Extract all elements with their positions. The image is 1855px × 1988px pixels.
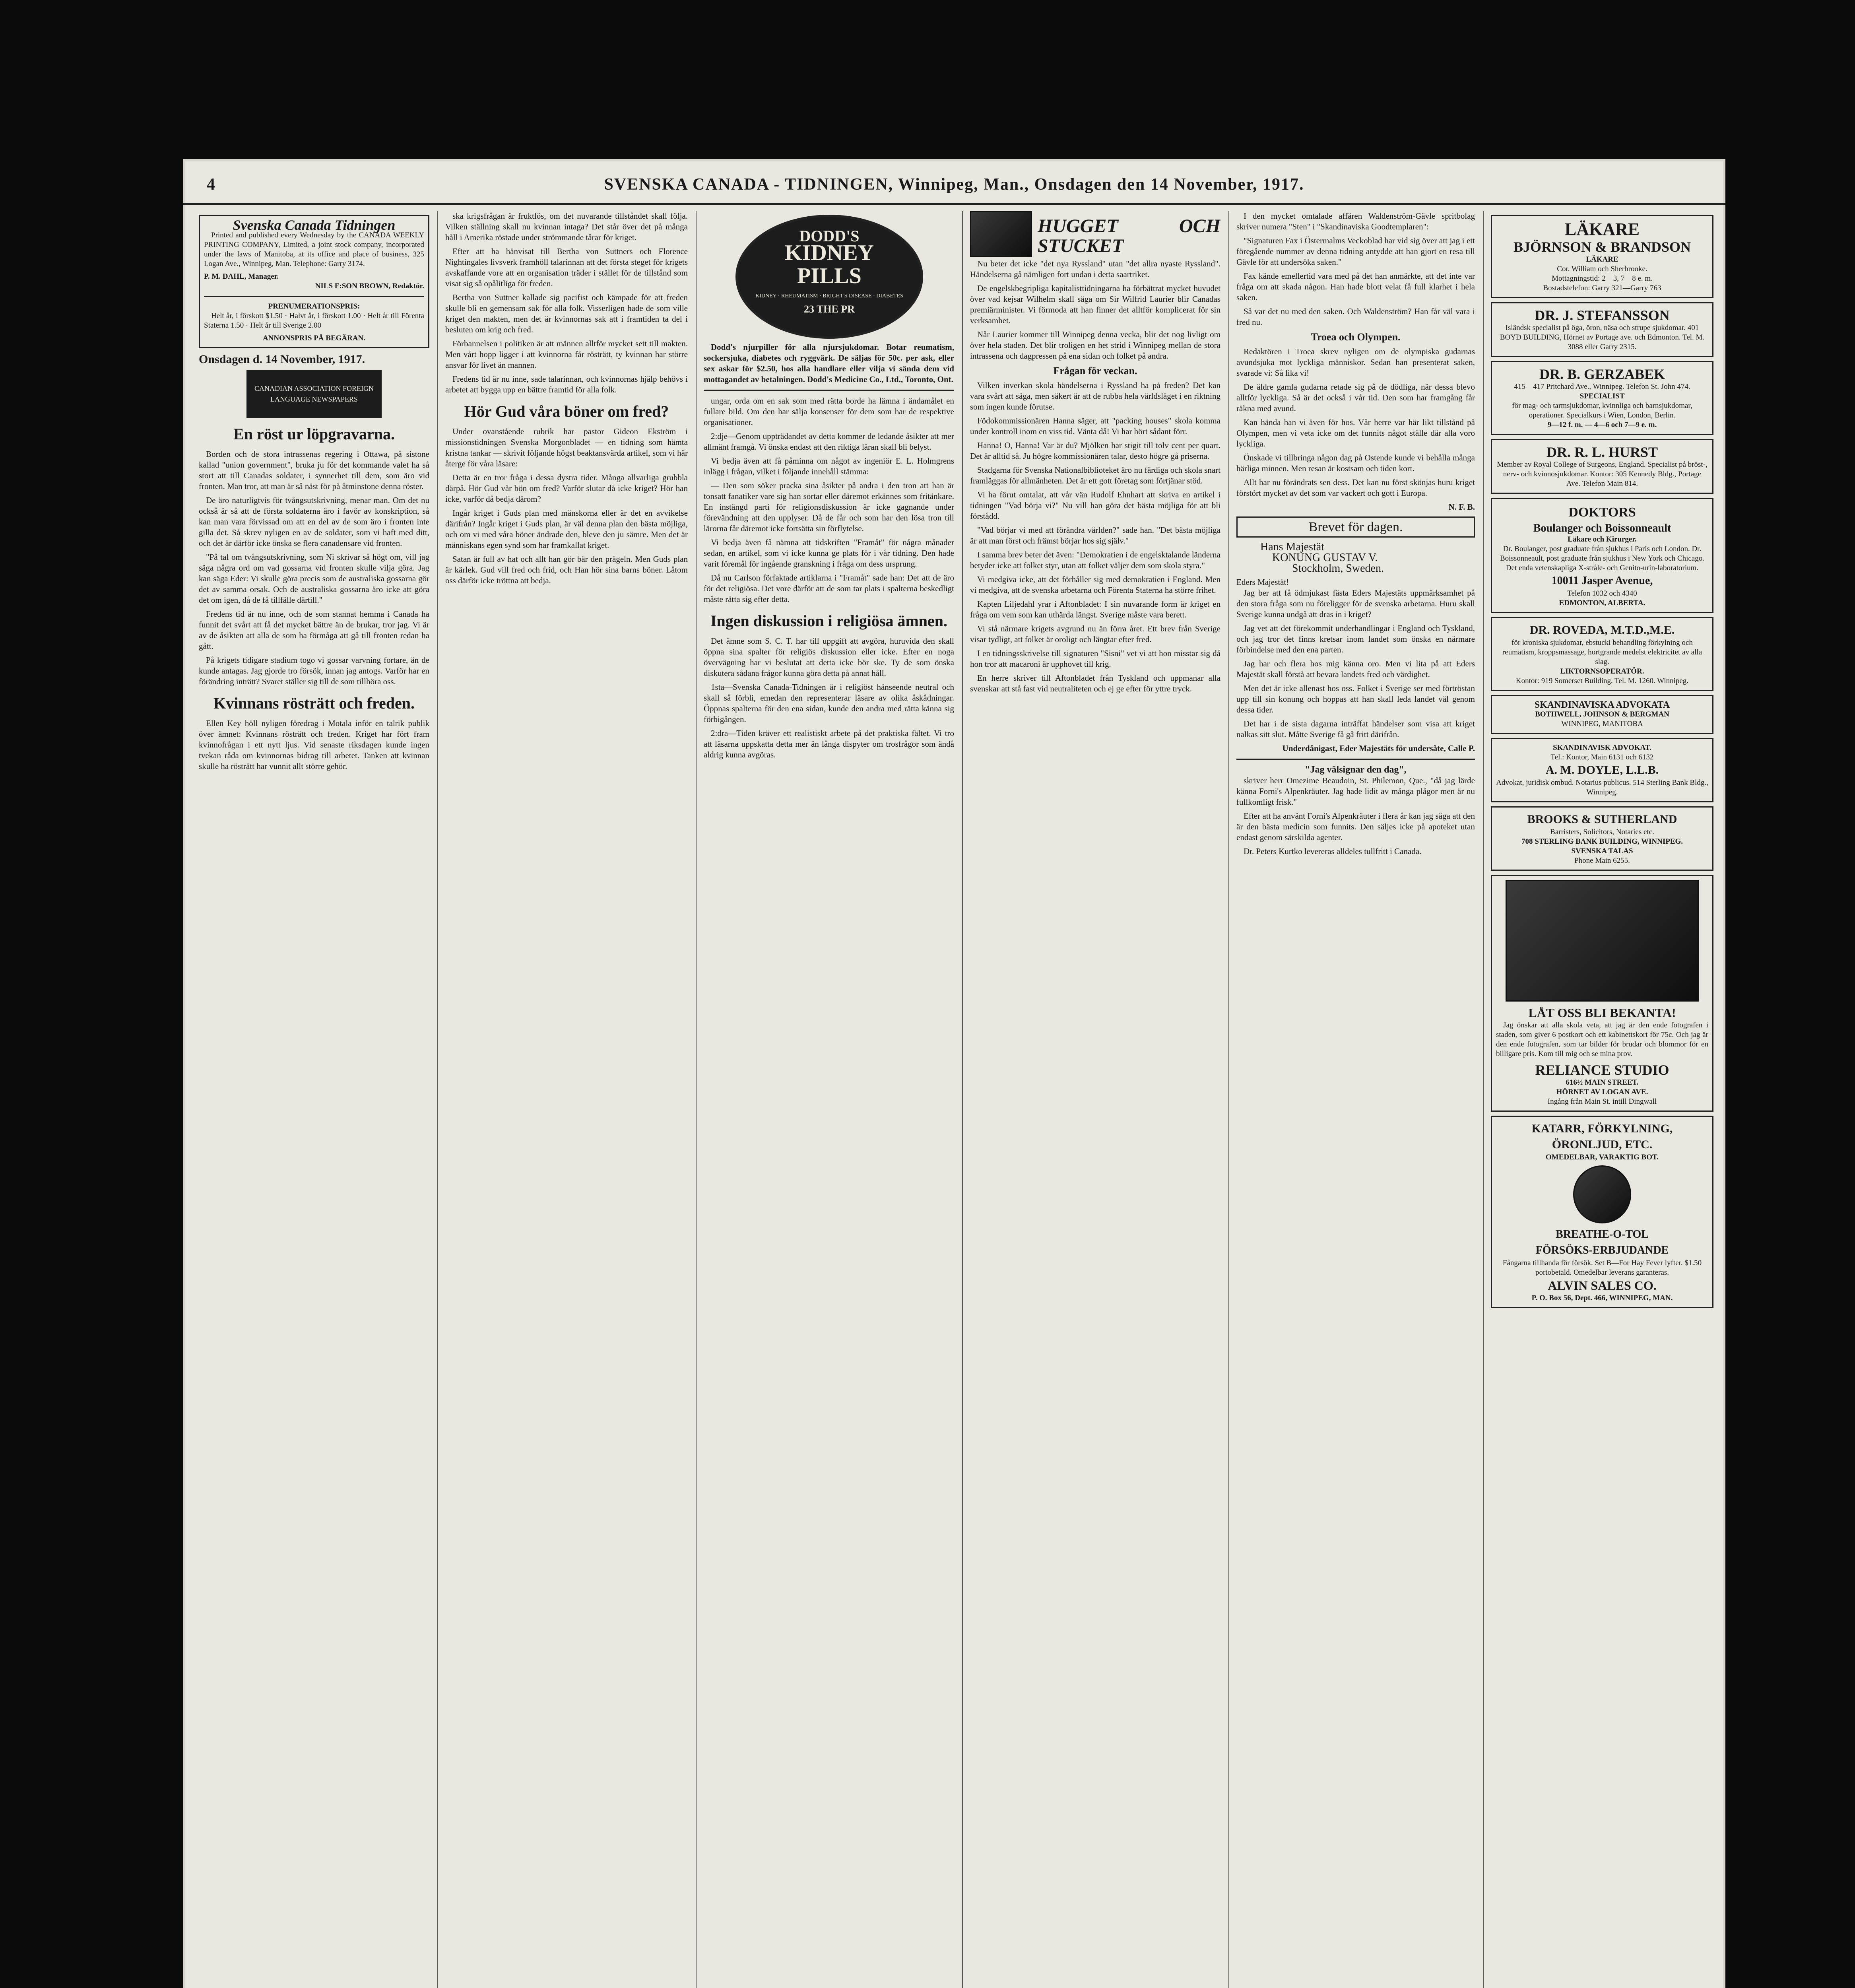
article-paragraph: I samma brev beter det även: "Demokratien i de engelsktalande länderna betyder icke att folket styr, utan att folket väljer dem som skola styra." [970,550,1220,570]
bjornson-sub: LÄKARE [1586,255,1618,264]
column-3 [704,211,954,1988]
article-paragraph: — Den som söker pracka sina åsikter på andra i den tron att han är tonsatt fanatiker vare sig han sortar eller däremot erkännes som fritänkare. En instängd parti för religionsdiskussion är icke gagnande under förevändning att den upplyser. Då de får och som har den lösa tron till lärorna får däremot icke fortsätta sin förflytelse. [704,481,954,533]
article-paragraph: ska krigsfrågan är fruktlös, om det nuvarande tillståndet skall följa. Vilken ställning skall nu kvinnan intaga? Det står över det på många håll i Amerika röstade under strömmande tårar för kriget. [445,211,688,242]
ad-price: 23 THE PR [803,303,855,315]
article-paragraph: Önskade vi tillbringa någon dag på Ostende kunde vi behålla många härliga minnen. Men resan är kostsam och tiden kort. [1236,453,1475,473]
stefansson-text: Isländsk specialist på öga, öron, näsa och strupe sjukdomar. 401 BOYD BUILDING, Hörnet av Portage ave. och Edmonton. Tel. M. 3088 eller Garry 2315. [1500,324,1705,351]
article-paragraph: Bertha von Suttner kallade sig pacifist och kämpade för att freden skulle bli en gemensam sak för alla folk. Visserligen hade de som ville kriget den makten, men det är kvinnornas sak att i framtiden ta del i besluten om krig och fred. [445,293,688,334]
staff-box [199,215,429,348]
article-paragraph: Ellen Key höll nyligen föredrag i Motala inför en talrik publik över ämnet: Kvinnans rösträtt och freden. Kriget har fört fram kvinnofrågan i ett nytt ljus. Vid senaste riksdagen kunde ingen tvekan råda om kvinnornas bidrag till arbetet. Tanken att kvinnan skulle ha rösträtt har vunnit allt större gehör. [199,718,429,771]
column-5 [1236,211,1475,1988]
doyle-name: A. M. DOYLE, L.L.B. [1545,763,1659,777]
katarr-ad [1491,1116,1713,1308]
article-paragraph: Efter att ha använt Forni's Alpenkräuter i flera år kan jag säga att den är den bästa medicin som funnits. Den säljes icke på apoteket utan endast genom särskilda agenter. [1236,811,1475,842]
newspaper-page [183,159,1725,1988]
boulanger-name: Boulanger och Boissonneault [1533,522,1671,534]
article-paragraph: skriver herr Omezime Beaudoin, St. Philemon, Que., "då jag lärde känna Forni's Alpenkräuter. Jag hade lidit av många plågor men är nu fullkomligt frisk." [1236,776,1475,807]
boulanger-ad [1491,498,1713,613]
brooks-name: BROOKS & SUTHERLAND [1527,813,1677,826]
address-line: Hans Majestät [1260,541,1324,553]
gerzabek-ad [1491,361,1713,435]
article-paragraph: Dr. Peters Kurtko levereras alldeles tullfritt i Canada. [1244,846,1422,856]
column-2 [445,211,688,1988]
adv2-tel: Tel.: Kontor, Main 6131 och 6132 [1550,753,1654,761]
hugget-banner [970,211,1220,258]
article-paragraph: Allt har nu förändrats sen dess. Det kan nu först skönjas huru kriget förstört mycket av det som var vackert och gott i Europa. [1236,478,1475,498]
doyle-text: Advokat, juridisk ombud. Notarius publicus. 514 Sterling Bank Bldg., Winnipeg. [1496,779,1708,796]
article-paragraph: Fredens tid är nu inne, sade talarinnan, och kvinnornas hjälp behövs i arbetet att bygga upp en bättre framtid för alla folk. [445,374,688,394]
article-paragraph: 2:dje—Genom uppträdandet av detta kommer de ledande åsikter att mer allmänt framgå. Vi önska endast att den riktiga läran skall bli belyst. [704,431,954,452]
article-heading: Ingen diskussion i religiösa ämnen. [710,612,948,630]
gerzabek-text: för mag- och tarmsjukdomar, kvinnliga och barnsjukdomar, operationer. Specialkurs i Wien, London, Berlin. [1512,402,1692,419]
article-paragraph: Efter att ha hänvisat till Bertha von Suttners och Florence Nightingales livsverk framhöll talarinnan att det första steget för krigets avskaffande vore att en organisation träder i stället för de tillstånd som visat sig så opålitliga för freden. [445,247,688,288]
hurst-text: Member av Royal College of Surgeons, England. Specialist på bröst-, nerv- och kvinnosjukdomar. Kontor: 305 Kennedy Bldg., Portage Ave. Telefon Main 814. [1497,460,1708,488]
kidney-pills-ad [704,211,954,342]
liktorn-title: LIKTORNSOPERATÖR. [1560,667,1644,676]
adv2-title: SKANDINAVISK ADVOKAT. [1553,744,1651,752]
article-paragraph: Vi bedja även att få påminna om något av ingeniör E. L. Holmgrens inlägg i frågan, vilket i följande innehåll stämma: [704,456,954,476]
salutation: Eders Majestät! [1236,577,1289,587]
column-6-ads [1491,211,1713,1988]
article-paragraph: "Signaturen Fax i Östermalms Veckoblad har vid sig över att jag i ett föregående nummer av denna tidning antydde att han gjort en resa till Gävle för att undersöka saken." [1236,236,1475,267]
masthead [183,159,1725,205]
ad-text: Dodd's njurpiller för alla njursjukdomar. Botar reumatism, sockersjuka, diabetes och ryggvärk. De säljas för 50c. per ask, eller sex askar för $2.50, hos alla handlare eller vilja vi sända dem vid mottagandet av betalningen. Dodd's Medicine Co., Ltd., Toronto, Ont. [704,342,954,384]
boulanger-tel: Telefon 1032 och 4340 [1567,589,1637,598]
issue-date: Onsdagen d. 14 November, 1917. [199,353,365,366]
lakare-ad [1491,215,1713,298]
article-paragraph: Fax kände emellertid vara med på det han anmärkte, att det inte var fråga om att skada någon. Han hade blott velat få full klarhet i hela saken. [1236,271,1475,302]
article-paragraph: "På tal om tvångsutskrivning, som Ni skrivar så högt om, vill jag säga några ord om vad gossarna vid fronten skulle vilja göra. Jag kan säga Eder: Vi skulle göra precis som de australiska gossarna gör det av samma orsak. Och de australiska gossarna äro icke att göra det om igen, då de få tillfälle därtill." [199,552,429,605]
alvin-addr: P. O. Box 56, Dept. 466, WINNIPEG, MAN. [1531,1294,1673,1302]
reliance-addr: 616½ MAIN STREET. [1566,1078,1639,1087]
advokat-ad [1491,695,1713,734]
article-paragraph: Under ovanstående rubrik har pastor Gideon Ekström i missionstidningen Svenska Morgonbladet — en tidning som hämta kristna tankar — skrivit följande högst beaktansvärda artikel, som vi här återge för våra läsare: [445,427,688,468]
doyle-ad [1491,738,1713,802]
lakare-title: LÄKARE [1564,219,1640,239]
article-paragraph: Vilken inverkan skola händelserna i Ryssland ha på freden? Det kan vara svårt att säga, men säkert är att de rubba hela världsläget i en riktning som ingen kunde förutse. [970,381,1220,412]
article-paragraph: De engelskbegripliga kapitalisttidningarna ha förbättrat mycket huvudet över vad kejsar Wilhelm skall säga om Sir Wilfrid Laurier blir Canadas premiärminister. Vi förmoda att han finner det alltför komplicerat för sin verksamhet. [970,283,1220,325]
article-heading: Hör Gud våra böner om fred? [464,402,669,420]
paper-nameplate: Svenska Canada Tidningen [233,217,396,233]
boulanger-sub: Läkare och Kirurger. [1568,535,1637,544]
article-paragraph: Ingår kriget i Guds plan med mänskorna eller är det en avvikelse därifrån? Ingår kriget i Guds plan, är väl denna plan den bästa möjliga, och om vi med våra böner ändrade den, bleve den ju sämre. Men det är människans egen synd som har framkallat kriget. [445,508,688,550]
advokat-title: SKANDINAVISKA ADVOKATA [1534,700,1670,710]
article-paragraph: Kan hända han vi även för hos. Vår herre var här likt tillstånd på Olympen, men vi veta icke om det funnits något ställe där alla voro lyckliga. [1236,417,1475,448]
article-paragraph: 1sta—Svenska Canada-Tidningen är i religiöst hänseende neutral och skall så förbli, emedan den representerar läsare av olika åskådningar. Öppnas spalterna för den ena sidan, kunde den andra med rätta känna sig förbigången. [704,682,954,724]
association-emblem: CANADIAN ASSOCIATION FOREIGN LANGUAGE NEWSPAPERS [246,370,382,418]
article-paragraph: Förbannelsen i politiken är att männen alltför mycket sett till makten. Men vårt hopp ligger i att kvinnorna får rösträtt, ty kvinnan har större ansvar för livet än mannen. [445,339,688,370]
bjornson-hours: Mottagningstid: 2—3, 7—8 e. m. [1552,274,1653,283]
gerzabek-hours: 9—12 f. m. — 4—6 och 7—9 e. m. [1547,421,1657,429]
article-paragraph: Satan är full av hat och allt han gör bär den prägeln. Men Guds plan är kärlek. Gud vill fred och frid, och Han hör sina barns böner. Låtom oss därför icke tröttna att bedja. [445,554,688,585]
katarr-sub: OMEDELBAR, VARAKTIG BOT. [1546,1153,1659,1161]
bekanta-text: Jag önskar att alla skola veta, att jag är den ende fotografen i staden, som giver 6 postkort och ett kabinettskort för 75c. Och jag är den ende fotografen, som tar bilder för brudar och blommor för en billigare pris. Kom till mig och se mina prov. [1496,1021,1708,1058]
article-paragraph: Vi medgiva icke, att det förhåller sig med demokratien i England. Men vi medgiva, att de svenska arbetarna och Förenta Staterna ha större frihet. [970,575,1220,595]
column-rule [962,211,963,1988]
column-1 [199,211,429,1988]
boulanger-city: EDMONTON, ALBERTA. [1559,599,1645,607]
article-paragraph: Redaktören i Troea skrev nyligen om de olympiska gudarnas avundsjuka mot lyckliga människor. Sedan han presenterat saken, svarade vi: Så lika vi! [1236,347,1475,378]
brooks-addr: 708 STERLING BANK BUILDING, WINNIPEG. [1521,837,1683,846]
article-paragraph: ungar, orda om en sak som med rätta borde ha lämna i ändamålet en fullare bild. Om den har sälja konsenser för dem som har de respektive organisationer. [704,396,954,427]
article-paragraph: Det ämne som S. C. T. har till uppgift att avgöra, huruvida den skall öppna sina spalter för religiös diskussion eller icke. Efter en noga övervägning har vi beslutat att detta icke bör ske. Ty de som önska diskutera sådana frågor kunna göra detta på annat håll. [704,636,954,678]
roveda-ad [1491,617,1713,691]
roveda-name: DR. ROVEDA, M.T.D.,M.E. [1529,623,1675,637]
banner-illustration [970,211,1032,257]
section-heading: Frågan för veckan. [1053,365,1137,377]
article-paragraph: Vi ha förut omtalat, att vår vän Rudolf Ehnhart att skriva en artikel i tidningen "Vad börja vi?" Nu vill han göra det bästa möjliga för att bli förstådd. [970,490,1220,521]
ear-illustration [1573,1165,1631,1223]
liktorn-text: Kontor: 919 Somerset Building. Tel. M. 1260. Winnipeg. [1515,677,1689,685]
ad-product: KIDNEY PILLS [784,241,874,288]
page-number: 4 [207,175,216,194]
article-paragraph: På krigets tidigare stadium togo vi gossar varvning fortare, än de kunde antagas. Jag gjorde tro försök, innan jag antogs. Varför har en förändring inträtt? Svaret ställer sig till de som tillhöra oss. [199,655,429,686]
article-paragraph: I den mycket omtalade affären Waldenström-Gävle spritbolag skriver numera "Sten" i "Skandinaviska Goodtemplaren": [1236,211,1475,231]
publisher-note: Printed and published every Wednesday by the CANADA WEEKLY PRINTING COMPANY, Limited, a joint stock company, incorporated under the laws of Manitoba, at its office and place of business, 325 Logan Ave., Winnipeg, Man. Telephone: Garry 3174. [204,231,424,268]
article-paragraph: Jag har och flera hos mig känna oro. Men vi lita på att Eders Majestät skall förstå att bevara landets fred och värdighet. [1236,659,1475,679]
article-paragraph: Fredens tid är nu inne, och de som stannat hemma i Canada ha funnit det svårt att få det mycket bättre än de brukar, tror jag. Vi är av de åsikten att alla de som ha förmåga att gå till fronten redan ha gått. [199,609,429,651]
signature: N. F. B. [1448,502,1475,512]
advokat-city: WINNIPEG, MANITOBA [1561,720,1643,728]
article-paragraph: 2:dra—Tiden kräver ett realistiskt arbete på det praktiska fältet. Vi tro att läsarna uppskatta detta mer än långa dispyter om trosfrågor som ändå aldrig kunna avgöras. [704,728,954,759]
stefansson-name: DR. J. STEFANSSON [1535,307,1670,323]
breathe-o-tol: BREATHE-O-TOL [1556,1228,1649,1241]
brooks-phone: Phone Main 6255. [1574,856,1630,865]
article-paragraph: Kapten Liljedahl yrar i Aftonbladet: I sin nuvarande form är kriget en fråga om vem som kan uthärda längst. Sverige måste vara berett. [970,599,1220,619]
article-paragraph: Jag ber att få ödmjukast fästa Eders Majestäts uppmärksamhet på den stora fråga som nu föreligger för de svenska arbetarna. Huru skall Sverige kunna undgå att dras in i kriget? [1236,588,1475,619]
hurst-ad [1491,439,1713,494]
article-paragraph: Födokommissionären Hanna säger, att "packing houses" skola komma under kontroll inom en viss tid. Vänta då! Vi har hört sådant förr. [970,416,1220,436]
forsoks-text: Fångarna tillhanda för försök. Set B—For Hay Fever lyfter. $1.50 portobetald. Omedelbar leverans garanteras. [1502,1259,1702,1277]
article-paragraph: Borden och de stora intrassenas regering i Ottawa, på sistone kallad "union government", bruka ju för det kommande valet ha så stort att till Canadas soldater, i synnerhet till dem, som äro vid fronten. Man tror, att man är så näst för på åtminstone denna röster. [199,449,429,491]
section-heading: Brevet för dagen. [1236,516,1475,538]
subscription-text: Helt år, i förskott $1.50 · Halvt år, i förskott 1.00 · Helt år till Förenta Staterna 1.50 · Helt år till Sverige 2.00 [204,312,424,330]
masthead-title: SVENSKA CANADA - TIDNINGEN, Winnipeg, Man., Onsdagen den 14 November, 1917. [604,175,1304,194]
doktors-title: DOKTORS [1568,505,1636,520]
article-paragraph: De äro naturligtvis för tvångsutskrivning, menar man. Om det nu också är så att de första soldaterna äro i favör av konskription, så kan man vara förvissad om att en del av de som äro i fronten inte gilla det. Så skrev nyligen en av de soldater, som vi haft med ditt, och det är därför icke önska se flera canadensare vid fronten. [199,495,429,548]
section-heading: "Jag välsignar den dag", [1305,765,1407,775]
closing: Underdånigast, Eder Majestäts för undersåte, Calle P. [1282,744,1475,753]
article-paragraph: Nu beter det icke "det nya Ryssland" utan "det allra nyaste Ryssland". Händelserna gå nämligen fort undan i detta saartriket. [970,259,1220,279]
article-paragraph: "Vad börjar vi med att förändra världen?" sade han. "Det bästa möjliga är att man först och främst börjar hos sig själv." [970,525,1220,546]
section-heading: Troea och Olympen. [1311,331,1401,343]
reliance-name: RELIANCE STUDIO [1535,1062,1669,1078]
ads-heading: ANNONSPRIS PÅ BEGÄRAN. [262,334,366,342]
brooks-svenska: SVENSKA TALAS [1571,847,1633,855]
article-paragraph: En herre skriver till Aftonbladet från Tyskland och uppmanar alla svenskar att stå fast vid neutraliteten och ej ge efter för yttre tryck. [970,673,1220,693]
advokat-firm: BOTHWELL, JOHNSON & BERGMAN [1535,710,1669,718]
article-paragraph: Det har i de sista dagarna inträffat händelser som visa att kriget nalkas sitt slut. Måtte Sverige få gå fritt därifrån. [1236,719,1475,739]
subscription-heading: PRENUMERATIONSPRIS: [268,302,360,311]
column-rule [1483,211,1484,1988]
manager-line: P. M. DAHL, Manager. [204,272,279,281]
column-rule [437,211,438,1988]
boulanger-text: Dr. Boulanger, post graduate från sjukhus i Paris och London. Dr. Boissonneault, post graduate från sjukhus i New York och Chicago. Det enda vetenskapliga X-stråle- och Genito-urin-laboratorium. [1500,545,1704,572]
reliance-studio-ad [1491,875,1713,1112]
column-rule [1228,211,1229,1988]
address-line: Stockholm, Sweden. [1292,562,1384,575]
reliance-entry: Ingång från Main St. intill Dingwall [1547,1097,1657,1106]
ad-ring-text: KIDNEY · RHEUMATISM · BRIGHT'S DISEASE · DIABETES [755,293,903,299]
article-heading: En röst ur löpgravarna. [233,425,395,443]
article-paragraph: De äldre gamla gudarna retade sig på de dödliga, när dessa blevo alltför lyckliga. Så är det också i vår tid. Den som har framgång får räkna med avund. [1236,382,1475,413]
editor-line: NILS F:SON BROWN, Redaktör. [315,282,424,290]
ad-brand: DODD'S [799,227,860,245]
forsoks-title: FÖRSÖKS-ERBJUDANDE [1535,1244,1669,1256]
article-heading: Kvinnans rösträtt och freden. [213,694,415,712]
article-paragraph: Stadgarna för Svenska Nationalbiblioteket äro nu färdiga och skola snart framläggas för allmänheten. Det är ett gott företag som förtjänar stöd. [970,465,1220,485]
column-rule [696,211,697,1988]
article-paragraph: I en tidningsskrivelse till signaturen "Sisni" vet vi att hon misstar sig då hon tror att macaroni är upphovet till krig. [970,648,1220,669]
article-paragraph: Detta är en tror fråga i dessa dystra tider. Många allvarliga grubbla därpå. Hör Gud vår bön om fred? Varför slutar då icke kriget? Hör han icke, varför då bedja därom? [445,473,688,504]
reliance-corner: HÖRNET AV LOGAN AVE. [1556,1088,1648,1096]
bjornson-tel: Bostadstelefon: Garry 321—Garry 763 [1543,284,1661,292]
article-paragraph: Vi bedja även få nämna att tidskriften "Framåt" för några månader sedan, en artikel, som vi icke kunna ge plats för i vår tidning. Den hade varit föremål för ingående granskning i fråga om dess ursprung. [704,538,954,569]
banner-title: HUGGET OCH STUCKET [1038,215,1220,256]
bjornson-addr: Cor. William och Sherbrooke. [1557,265,1647,273]
article-paragraph: Jag vet att det förekommit underhandlingar i England och Tyskland, och jag tror det finns kretsar inom landet som önska en närmare förbindelse med den ena parten. [1236,623,1475,654]
gerzabek-specialist: SPECIALIST [1579,392,1625,400]
roveda-text: för kroniska sjukdomar, ebstucki behandling förkylning och reumatism, kroppsmassage, hortgrande medelst elektricitet av alla slag. [1502,639,1702,666]
boulanger-address: 10011 Jasper Avenue, [1551,575,1653,587]
address-line: KONUNG GUSTAV V. [1272,551,1378,564]
article-paragraph: Når Laurier kommer till Winnipeg denna vecka, blir det nog livligt om över hela staden. Det blir troligen en het strid i Winnipeg mellan de stora intrassena och dagpressen på ena sidan och folket på andra. [970,330,1220,361]
article-paragraph: Då nu Carlson förfaktade artiklarna i "Framåt" sade han: Det att de äro för det religiösa. Det vore därför att de som tar plats i spalterna beskedligt måste rätta sig efter detta. [704,573,954,604]
column-4 [970,211,1220,1988]
hurst-name: DR. R. L. HURST [1546,444,1658,460]
katarr-title: KATARR, FÖRKYLNING, ÖRONLJUD, ETC. [1531,1122,1673,1151]
article-paragraph: Så var det nu med den saken. Och Waldenström? Han får väl vara i fred nu. [1236,307,1475,327]
alvin-name: ALVIN SALES CO. [1548,1278,1657,1293]
gerzabek-addr: 415—417 Pritchard Ave., Winnipeg. Telefon St. John 474. [1514,382,1690,391]
gerzabek-name: DR. B. GERZABEK [1539,366,1665,382]
article-paragraph: Vi stå närmare krigets avgrund nu än förra året. Ett brev från Sverige visar tydligt, att folket är oroligt och längtar efter fred. [970,624,1220,644]
article-paragraph: Men det är icke allenast hos oss. Folket i Sverige ser med förtröstan upp till sin konung och hoppas att han skall leda landet väl genom dessa tider. [1236,683,1475,714]
photographer-portrait [1506,880,1699,1002]
brooks-ad [1491,806,1713,871]
bjornson-name: BJÖRNSON & BRANDSON [1513,239,1691,255]
article-paragraph: Hanna! O, Hanna! Var är du? Mjölken har stigit till tolv cent per quart. Det är alltid så. Ju högre kommissionären talar, desto högre gå priserna. [970,441,1220,461]
bekanta-title: LÅT OSS BLI BEKANTA! [1528,1006,1676,1020]
brooks-sub: Barristers, Solicitors, Notaries etc. [1550,828,1654,836]
stefansson-ad [1491,302,1713,357]
